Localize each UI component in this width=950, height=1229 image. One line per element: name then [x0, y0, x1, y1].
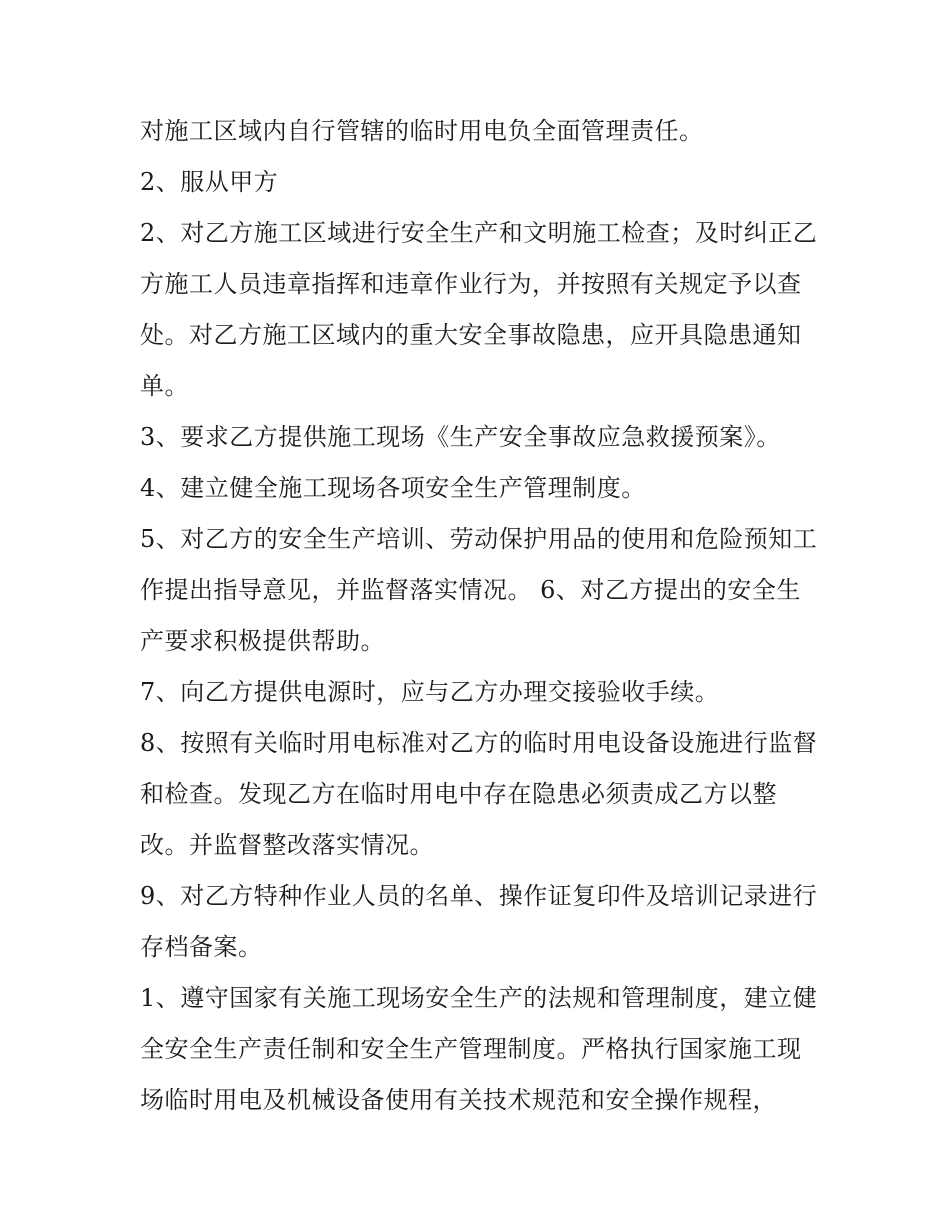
- paragraph-3: 2、对乙方施工区域进行安全生产和文明施工检查；及时纠正乙方施工人员违章指挥和违章作业行为，并按照有关规定予以查处。对乙方施工区域内的重大安全事故隐患，应开具隐患通知单。: [140, 219, 818, 400]
- document-body: [140, 106, 820, 1126]
- paragraph-4: 3、要求乙方提供施工现场《生产安全事故应急救援预案》。: [140, 423, 781, 451]
- paragraph-7: 7、向乙方提供电源时，应与乙方办理交接验收手续。: [140, 678, 720, 706]
- paragraph-10: 1、遵守国家有关施工现场安全生产的法规和管理制度，建立健全安全生产责任制和安全生产管理制度。严格执行国家施工现场临时用电及机械设备使用有关技术规范和安全操作规程，: [140, 984, 818, 1114]
- paragraph-5: 4、建立健全施工现场各项安全生产管理制度。: [140, 474, 646, 502]
- paragraph-1: 对施工区域内自行管辖的临时用电负全面管理责任。: [140, 117, 704, 145]
- paragraph-9: 9、对乙方特种作业人员的名单、操作证复印件及培训记录进行存档备案。: [140, 882, 818, 961]
- paragraph-2: 2、服从甲方: [140, 168, 279, 196]
- paragraph-6: 5、对乙方的安全生产培训、劳动保护用品的使用和危险预知工作提出指导意见，并监督落实情况。 6、对乙方提出的安全生产要求积极提供帮助。: [140, 525, 818, 655]
- paragraph-8: 8、按照有关临时用电标准对乙方的临时用电设备设施进行监督和检查。发现乙方在临时用电中存在隐患必须责成乙方以整改。并监督整改落实情况。: [140, 729, 818, 859]
